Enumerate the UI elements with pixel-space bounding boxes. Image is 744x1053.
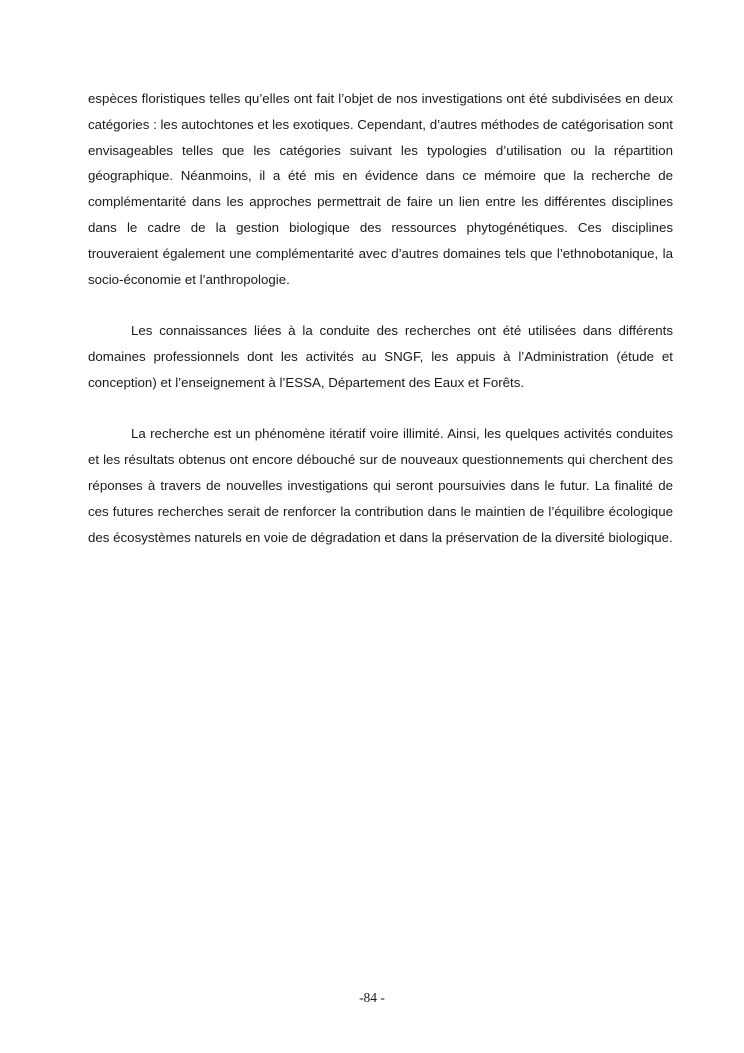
- page-number: -84 -: [359, 990, 385, 1005]
- paragraph-continuation: espèces floristiques telles qu’elles ont fait l’objet de nos investigations ont été subdivisées en deux catégories : les autochtones et les exotiques. Cependant, d’autres méthodes de catégorisation sont envisageables telles que les catégories suivant les typologies d’utilisation ou la répartition géographique. Néanmoins, il a été mis en évidence dans ce mémoire que la recherche de complémentarité dans les approches permettrait de faire un lien entre les différentes disciplines dans le cadre de la gestion biologique des ressources phytogénétiques. Ces disciplines trouveraient également une complémentarité avec d’autres domaines tels que l’ethnobotanique, la socio-économie et l’anthropologie.: [88, 91, 673, 287]
- body-text: [88, 86, 673, 576]
- paragraph-future-research: La recherche est un phénomène itératif voire illimité. Ainsi, les quelques activités conduites et les résultats obtenus ont encore débouché sur de nouveaux questionnements qui cherchent des réponses à travers de nouvelles investigations qui seront poursuivies dans le futur. La finalité de ces futures recherches serait de renforcer la contribution dans le maintien de l’équilibre écologique des écosystèmes naturels en voie de dégradation et dans la préservation de la diversité biologique.: [88, 426, 673, 545]
- paragraph-knowledge-use: Les connaissances liées à la conduite des recherches ont été utilisées dans différents domaines professionnels dont les activités au SNGF, les appuis à l’Administration (étude et conception) et l’enseignement à l’ESSA, Département des Eaux et Forêts.: [88, 323, 673, 390]
